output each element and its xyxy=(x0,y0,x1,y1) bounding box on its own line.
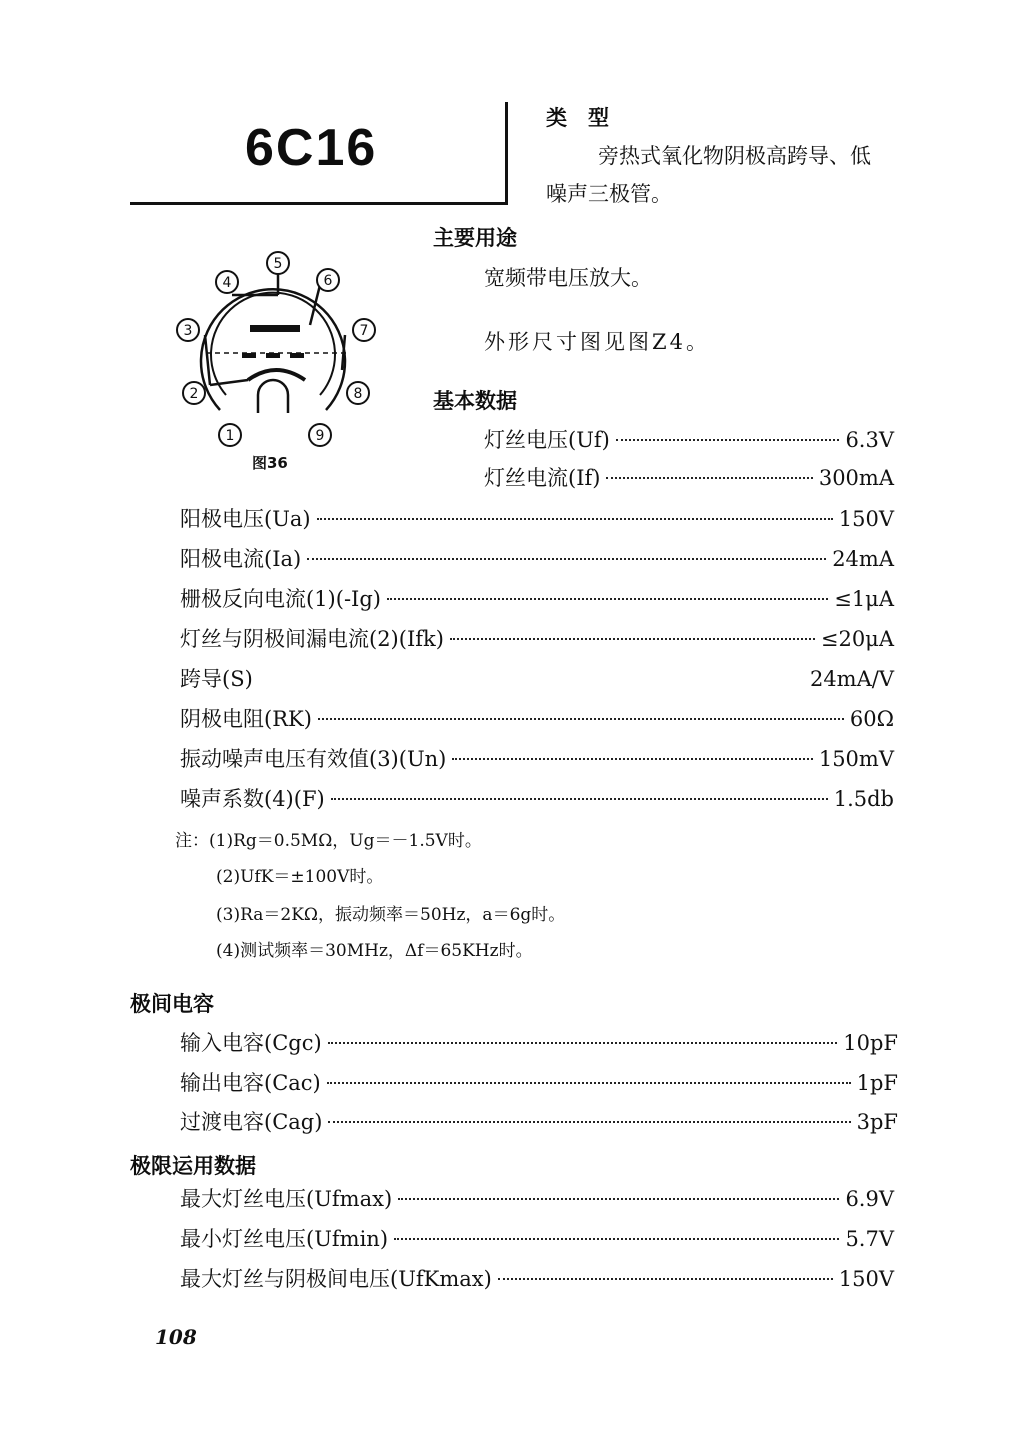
leader-dots xyxy=(307,558,826,560)
leader-dots xyxy=(450,638,815,640)
row-value: 150V xyxy=(838,1267,894,1291)
leader-dots xyxy=(452,758,812,760)
note-1: 注：(1)Rg＝0.5MΩ，Ug＝－1.5V时。 xyxy=(175,831,482,851)
grid-dash xyxy=(266,353,280,358)
figure-caption: 图36 xyxy=(252,454,288,472)
note-3: (3)Ra＝2KΩ，振动频率＝50Hz，a＝6g时。 xyxy=(216,905,566,925)
data-row-heater-cathode-leakage xyxy=(180,623,894,653)
data-row-input-capacitance xyxy=(180,1027,898,1057)
pin-label-5: 5 xyxy=(273,256,283,272)
pin-label-4: 4 xyxy=(222,275,232,291)
usage-heading: 主要用途 xyxy=(433,226,517,250)
row-label: 灯丝与阴极间漏电流(2)(Ifk) xyxy=(180,627,444,651)
note-2: (2)UfK＝±100V时。 xyxy=(216,867,384,887)
pin-label-9: 9 xyxy=(315,428,325,444)
row-value: 150mV xyxy=(818,747,894,771)
row-label: 振动噪声电压有效值(3)(Un) xyxy=(180,747,447,771)
row-label: 阳极电压(Ua) xyxy=(180,507,311,531)
data-row-cathode-resistor xyxy=(180,703,894,733)
pin-label-6: 6 xyxy=(323,273,333,289)
model-title: 6C16 xyxy=(245,119,378,177)
pin-label-3: 3 xyxy=(183,323,193,339)
row-label: 阳极电流(Ia) xyxy=(180,547,302,571)
data-row-anode-voltage xyxy=(180,503,894,533)
pin-label-2: 2 xyxy=(189,386,199,402)
row-label: 输入电容(Cgc) xyxy=(180,1031,322,1055)
row-value: 6.3V xyxy=(845,428,894,452)
leader-dots xyxy=(318,718,844,720)
data-row-transconductance xyxy=(180,663,894,693)
row-label: 最小灯丝电压(Ufmin) xyxy=(180,1227,389,1251)
leader-dots xyxy=(398,1198,839,1200)
type-description-line1: 旁热式氧化物阴极高跨导、低 xyxy=(598,144,871,168)
data-row-noise-figure xyxy=(180,783,894,813)
row-value: 6.9V xyxy=(845,1187,894,1211)
data-row-filament-voltage xyxy=(484,424,894,454)
row-label: 灯丝电压(Uf) xyxy=(484,428,610,452)
row-label: 过渡电容(Cag) xyxy=(180,1110,323,1134)
usage-text: 宽频带电压放大。 xyxy=(484,266,652,290)
limits-heading: 极限运用数据 xyxy=(130,1154,256,1178)
data-row-grid-reverse-current xyxy=(180,583,894,613)
title-underline xyxy=(130,202,508,205)
data-row-output-capacitance xyxy=(180,1067,898,1097)
key-notch xyxy=(258,380,288,413)
row-value: 3pF xyxy=(856,1110,898,1134)
title-divider xyxy=(505,102,508,205)
row-label: 噪声系数(4)(F) xyxy=(180,787,325,811)
leader-dots xyxy=(328,1042,838,1044)
grid-dash xyxy=(242,353,256,358)
leader-dots xyxy=(387,598,828,600)
pin-label-1: 1 xyxy=(225,428,235,444)
leader-dots xyxy=(394,1238,839,1240)
row-value: 10pF xyxy=(843,1031,898,1055)
cathode-arc xyxy=(248,370,305,380)
row-value: 300mA xyxy=(818,466,894,490)
row-label: 灯丝电流(If) xyxy=(484,466,601,490)
row-label: 最大灯丝电压(Ufmax) xyxy=(180,1187,393,1211)
basic-data-heading: 基本数据 xyxy=(433,389,517,413)
pin-diagram xyxy=(170,245,380,450)
row-value: 24mA/V xyxy=(809,667,894,691)
type-description-line2: 噪声三极管。 xyxy=(546,182,672,206)
leader-dots xyxy=(259,678,804,680)
data-row-vibration-noise xyxy=(180,743,894,773)
row-label: 阴极电阻(RK) xyxy=(180,707,312,731)
grid-dash xyxy=(290,353,304,358)
data-row-max-filament-voltage xyxy=(180,1183,894,1213)
page-number: 108 xyxy=(155,1325,197,1349)
lead-3 xyxy=(205,335,210,385)
row-value: 60Ω xyxy=(849,707,894,731)
row-value: 5.7V xyxy=(845,1227,894,1251)
leader-dots xyxy=(331,798,828,800)
data-row-transfer-capacitance xyxy=(180,1106,898,1136)
data-row-filament-current xyxy=(484,462,894,492)
data-row-anode-current xyxy=(180,543,894,573)
leader-dots xyxy=(606,477,812,479)
leader-dots xyxy=(327,1082,851,1084)
row-value: ≤1μA xyxy=(834,587,894,611)
anode-plate xyxy=(250,325,300,332)
row-value: ≤20μA xyxy=(820,627,894,651)
pin-label-7: 7 xyxy=(359,323,369,339)
pin-label-8: 8 xyxy=(353,386,363,402)
row-value: 1.5db xyxy=(833,787,894,811)
data-row-min-filament-voltage xyxy=(180,1223,894,1253)
row-value: 1pF xyxy=(856,1071,898,1095)
row-label: 栅极反向电流(1)(-Ig) xyxy=(180,587,381,611)
row-label: 跨导(S) xyxy=(180,667,253,691)
row-label: 最大灯丝与阴极间电压(UfKmax) xyxy=(180,1267,492,1291)
note-4: (4)测试频率＝30MHz，Δf＝65KHz时。 xyxy=(216,941,533,961)
leader-dots xyxy=(317,518,833,520)
leader-dots xyxy=(328,1121,850,1123)
leader-dots xyxy=(616,439,840,441)
capacitance-heading: 极间电容 xyxy=(130,992,214,1016)
outline-reference: 外形尺寸图见图Z4。 xyxy=(484,330,710,354)
data-row-max-heater-cathode-voltage xyxy=(180,1263,894,1293)
row-value: 24mA xyxy=(832,547,894,571)
row-value: 150V xyxy=(838,507,894,531)
leader-dots xyxy=(498,1278,833,1280)
type-heading: 类 型 xyxy=(546,106,609,130)
row-label: 输出电容(Cac) xyxy=(180,1071,321,1095)
